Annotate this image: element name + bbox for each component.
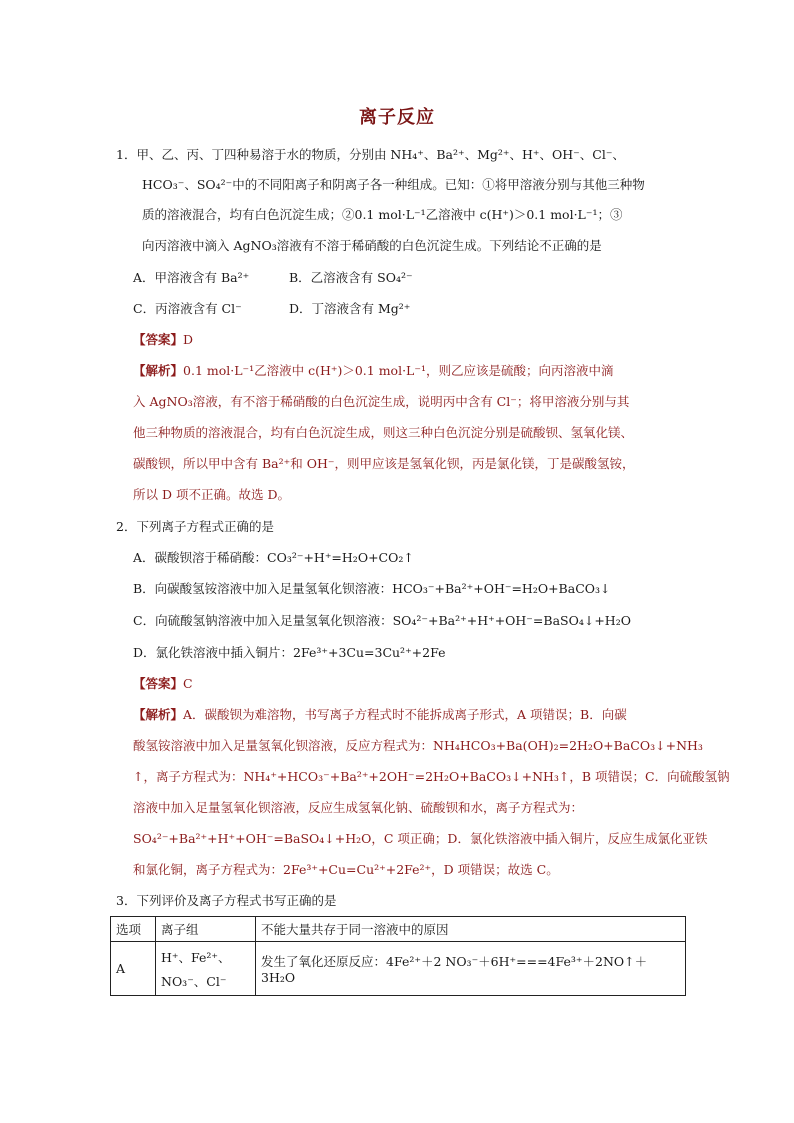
header-ion-group: 离子组 bbox=[156, 917, 256, 942]
row-option: A bbox=[111, 942, 156, 996]
q2-answer-value: C bbox=[183, 676, 193, 691]
page-title: 离子反应 bbox=[359, 107, 435, 128]
row-ion-line2: NO₃⁻、Cl⁻ bbox=[161, 973, 227, 989]
row-reason: 发生了氧化还原反应：4Fe²⁺＋2 NO₃⁻＋6H⁺===4Fe³⁺＋2NO↑＋3H₂O bbox=[256, 942, 686, 996]
row-ion-line1: H⁺、Fe²⁺、 bbox=[161, 949, 231, 965]
q2-analysis-line2: 酸氢铵溶液中加入足量氢氧化钡溶液，反应方程式为：NH₄HCO₃+Ba(OH)₂=2H₂O+BaCO₃↓+NH₃ bbox=[133, 738, 703, 753]
q1-answer-value: D bbox=[183, 332, 194, 347]
q2-analysis-line6: 和氯化铜，离子方程式为：2Fe³⁺+Cu=Cu²⁺+2Fe²⁺，D 项错误；故选 C。 bbox=[133, 862, 559, 877]
table-row bbox=[111, 942, 686, 996]
q1-analysis-line1 bbox=[133, 361, 613, 381]
header-reason: 不能大量共存于同一溶液中的原因 bbox=[256, 917, 686, 942]
q3-table bbox=[110, 916, 686, 996]
q3-stem: 3．下列评价及离子方程式书写正确的是 bbox=[116, 893, 337, 908]
q1-analysis-tag: 【解析】 bbox=[133, 363, 184, 378]
q1-stem-line3: 质的溶液混合，均有白色沉淀生成；②0.1 mol·L⁻¹乙溶液中 c(H⁺)＞0.1 mol·L⁻¹；③ bbox=[142, 207, 623, 222]
q2-option-c: C．向硫酸氢钠溶液中加入足量氢氧化钡溶液：SO₄²⁻+Ba²⁺+H⁺+OH⁻=BaSO₄↓+H₂O bbox=[133, 613, 631, 628]
q2-stem: 2．下列离子方程式正确的是 bbox=[116, 519, 274, 534]
q2-analysis-line3: ↑，离子方程式为：NH₄⁺+HCO₃⁻+Ba²⁺+2OH⁻=2H₂O+BaCO₃↓+NH₃↑，B 项错误；C．向硫酸氢钠 bbox=[133, 769, 730, 784]
q2-option-d: D．氯化铁溶液中插入铜片：2Fe³⁺+3Cu=3Cu²⁺+2Fe bbox=[133, 645, 446, 660]
q2-analysis-line4: 溶液中加入足量氢氧化钡溶液，反应生成氢氧化钠、硫酸钡和水，离子方程式为： bbox=[133, 800, 584, 815]
q1-analysis-line4: 碳酸钡，所以甲中含有 Ba²⁺和 OH⁻，则甲应该是氢氧化钡，丙是氯化镁，丁是碳酸氢铵， bbox=[133, 456, 635, 471]
header-option: 选项 bbox=[111, 917, 156, 942]
q1-analysis-text1: 0.1 mol·L⁻¹乙溶液中 c(H⁺)＞0.1 mol·L⁻¹，则乙应该是硫酸；向丙溶液中滴 bbox=[183, 363, 614, 378]
q1-analysis-line3: 他三种物质的溶液混合，均有白色沉淀生成，则这三种白色沉淀分别是硫酸钡、氢氧化镁、 bbox=[133, 425, 634, 440]
q1-analysis-line5: 所以 D 项不正确。故选 D。 bbox=[133, 487, 290, 502]
q2-answer bbox=[133, 674, 193, 694]
q1-stem-line4: 向丙溶液中滴入 AgNO₃溶液有不溶于稀硝酸的白色沉淀生成。下列结论不正确的是 bbox=[142, 238, 602, 253]
q2-answer-tag: 【答案】 bbox=[133, 676, 184, 691]
q1-analysis-line2: 入 AgNO₃溶液，有不溶于稀硝酸的白色沉淀生成，说明丙中含有 Cl⁻；将甲溶液分别与其 bbox=[133, 394, 630, 409]
q2-analysis-tag: 【解析】 bbox=[133, 707, 184, 722]
q2-option-a: A．碳酸钡溶于稀硝酸：CO₃²⁻+H⁺=H₂O+CO₂↑ bbox=[133, 550, 414, 565]
q1-answer bbox=[133, 330, 193, 350]
q2-option-b: B．向碳酸氢铵溶液中加入足量氢氧化钡溶液：HCO₃⁻+Ba²⁺+OH⁻=H₂O+BaCO₃↓ bbox=[133, 581, 611, 596]
q1-option-a: A．甲溶液含有 Ba²⁺ bbox=[133, 270, 250, 285]
q1-option-d: D．丁溶液含有 Mg²⁺ bbox=[289, 301, 411, 316]
q1-stem-line1: 1．甲、乙、丙、丁四种易溶于水的物质，分别由 NH₄⁺、Ba²⁺、Mg²⁺、H⁺、OH⁻、Cl⁻、 bbox=[116, 147, 625, 162]
q1-option-b: B．乙溶液含有 SO₄²⁻ bbox=[289, 270, 413, 285]
q1-answer-tag: 【答案】 bbox=[133, 332, 184, 347]
table-header-row bbox=[111, 917, 686, 942]
q2-analysis-text1: A．碳酸钡为难溶物，书写离子方程式时不能拆成离子形式，A 项错误；B．向碳 bbox=[183, 707, 627, 722]
q1-stem-line2: HCO₃⁻、SO₄²⁻中的不同阳离子和阴离子各一种组成。已知：①将甲溶液分别与其他三种物 bbox=[142, 177, 645, 192]
q2-analysis-line1 bbox=[133, 705, 627, 725]
q2-analysis-line5: SO₄²⁻+Ba²⁺+H⁺+OH⁻=BaSO₄↓+H₂O，C 项正确；D．氯化铁溶液中插入铜片，反应生成氯化亚铁 bbox=[133, 831, 708, 846]
q1-option-c: C．丙溶液含有 Cl⁻ bbox=[133, 301, 242, 316]
row-ion-group bbox=[156, 942, 256, 996]
